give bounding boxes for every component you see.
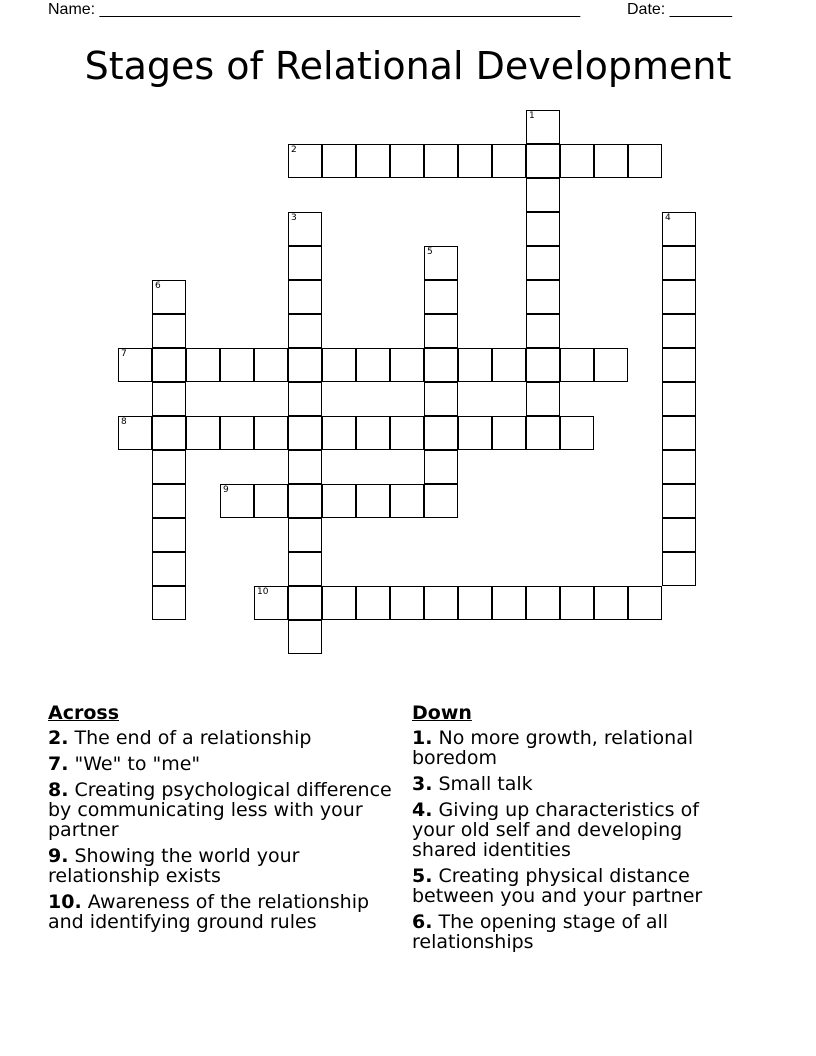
grid-cell[interactable] [424,382,458,416]
grid-cell[interactable] [594,586,628,620]
grid-cell[interactable] [152,518,186,552]
grid-cell[interactable] [424,348,458,382]
down-clue-5: 5. Creating physical distance between you and your partner [412,865,703,907]
down-heading: Down [412,702,472,724]
grid-cell[interactable] [560,348,594,382]
grid-cell[interactable] [424,144,458,178]
down-clue-4: 4. Giving up characteristics of your old self and developing shared identities [412,799,699,861]
grid-cell[interactable] [594,144,628,178]
clue-number: 7 [121,349,127,359]
down-clue-3: 3. Small talk [412,773,533,795]
clue-number: 6 [155,281,161,291]
grid-cell[interactable] [526,348,560,382]
across-heading: Across [48,702,120,724]
down-clue-1: 1. No more growth, relational boredom [412,727,694,769]
grid-cell[interactable] [322,416,356,450]
grid-cell[interactable] [356,416,390,450]
clue-number: 9 [223,485,229,495]
grid-cell[interactable] [458,416,492,450]
grid-cell[interactable] [322,484,356,518]
grid-cell[interactable] [288,144,322,178]
grid-cell[interactable] [288,484,322,518]
grid-cell[interactable] [288,246,322,280]
grid-cell[interactable] [152,314,186,348]
grid-cell[interactable] [662,280,696,314]
grid-cell[interactable] [390,144,424,178]
grid-cell[interactable] [662,518,696,552]
clue-number: 2 [291,145,297,155]
grid-cell[interactable] [424,586,458,620]
grid-cell[interactable] [492,144,526,178]
clue-number: 3 [291,213,297,223]
grid-cell[interactable] [424,280,458,314]
across-clue-9: 9. Showing the world your relationship exists [48,845,300,887]
grid-cell[interactable] [390,586,424,620]
grid-cell[interactable] [492,348,526,382]
grid-cell[interactable] [118,416,152,450]
across-clue-10: 10. Awareness of the relationship and identifying ground rules [48,891,370,933]
grid-cell[interactable] [560,586,594,620]
grid-cell[interactable] [458,348,492,382]
grid-cell[interactable] [526,586,560,620]
grid-cell[interactable] [662,348,696,382]
grid-cell[interactable] [424,450,458,484]
grid-cell[interactable] [356,144,390,178]
grid-cell[interactable] [186,348,220,382]
grid-cell[interactable] [288,348,322,382]
grid-cell[interactable] [526,110,560,144]
grid-cell[interactable] [356,484,390,518]
grid-cell[interactable] [288,620,322,654]
clue-number: 1 [529,111,535,121]
grid-cell[interactable] [152,348,186,382]
grid-cell[interactable] [560,144,594,178]
grid-cell[interactable] [356,348,390,382]
grid-cell[interactable] [424,314,458,348]
grid-cell[interactable] [390,416,424,450]
grid-cell[interactable] [594,348,628,382]
grid-cell[interactable] [152,382,186,416]
clue-number: 5 [427,247,433,257]
grid-cell[interactable] [628,586,662,620]
grid-cell[interactable] [152,552,186,586]
grid-cell[interactable] [526,416,560,450]
grid-cell[interactable] [152,586,186,620]
grid-cell[interactable] [152,416,186,450]
grid-cell[interactable] [288,552,322,586]
grid-cell[interactable] [424,416,458,450]
grid-cell[interactable] [662,416,696,450]
grid-cell[interactable] [458,144,492,178]
grid-cell[interactable] [288,314,322,348]
grid-cell[interactable] [254,348,288,382]
grid-cell[interactable] [662,552,696,586]
grid-cell[interactable] [288,518,322,552]
grid-cell[interactable] [390,484,424,518]
down-clue-6: 6. The opening stage of all relationships [412,911,669,953]
grid-cell[interactable] [526,280,560,314]
clue-number: 8 [121,417,127,427]
date-field-label: Date: _______ [627,1,732,18]
grid-cell[interactable] [492,586,526,620]
grid-cell[interactable] [288,586,322,620]
grid-cell[interactable] [118,348,152,382]
grid-cell[interactable] [526,144,560,178]
grid-cell[interactable] [492,416,526,450]
grid-cell[interactable] [152,280,186,314]
grid-cell[interactable] [526,212,560,246]
grid-cell[interactable] [526,382,560,416]
grid-cell[interactable] [390,348,424,382]
across-clues [48,702,398,938]
grid-cell[interactable] [322,348,356,382]
name-field-label: Name: ______________________________________________________ [48,1,581,18]
clue-number: 4 [665,213,671,223]
clue-number: 10 [257,587,269,597]
grid-cell[interactable] [662,212,696,246]
grid-cell[interactable] [526,314,560,348]
grid-cell[interactable] [662,450,696,484]
grid-cell[interactable] [220,416,254,450]
grid-cell[interactable] [424,484,458,518]
grid-cell[interactable] [152,450,186,484]
grid-cell[interactable] [288,450,322,484]
grid-cell[interactable] [662,382,696,416]
grid-cell[interactable] [288,280,322,314]
grid-cell[interactable] [628,144,662,178]
across-clue-8: 8. Creating psychological difference by communicating less with your partner [48,779,392,841]
across-clue-7: 7. "We" to "me" [48,753,201,775]
grid-cell[interactable] [322,144,356,178]
grid-cell[interactable] [220,484,254,518]
grid-cell[interactable] [356,586,390,620]
grid-cell[interactable] [152,484,186,518]
grid-cell[interactable] [254,586,288,620]
grid-cell[interactable] [220,348,254,382]
grid-cell[interactable] [322,586,356,620]
grid-cell[interactable] [254,416,288,450]
across-clue-2: 2. The end of a relationship [48,727,312,749]
grid-cell[interactable] [662,484,696,518]
grid-cell[interactable] [662,314,696,348]
grid-cell[interactable] [526,178,560,212]
page-title: Stages of Relational Development [84,44,732,88]
grid-cell[interactable] [288,212,322,246]
grid-cell[interactable] [254,484,288,518]
grid-cell[interactable] [186,416,220,450]
grid-cell[interactable] [288,382,322,416]
grid-cell[interactable] [526,246,560,280]
grid-cell[interactable] [662,246,696,280]
grid-cell[interactable] [560,416,594,450]
grid-cell[interactable] [424,246,458,280]
grid-cell[interactable] [288,416,322,450]
down-clues [412,702,742,958]
grid-cell[interactable] [458,586,492,620]
